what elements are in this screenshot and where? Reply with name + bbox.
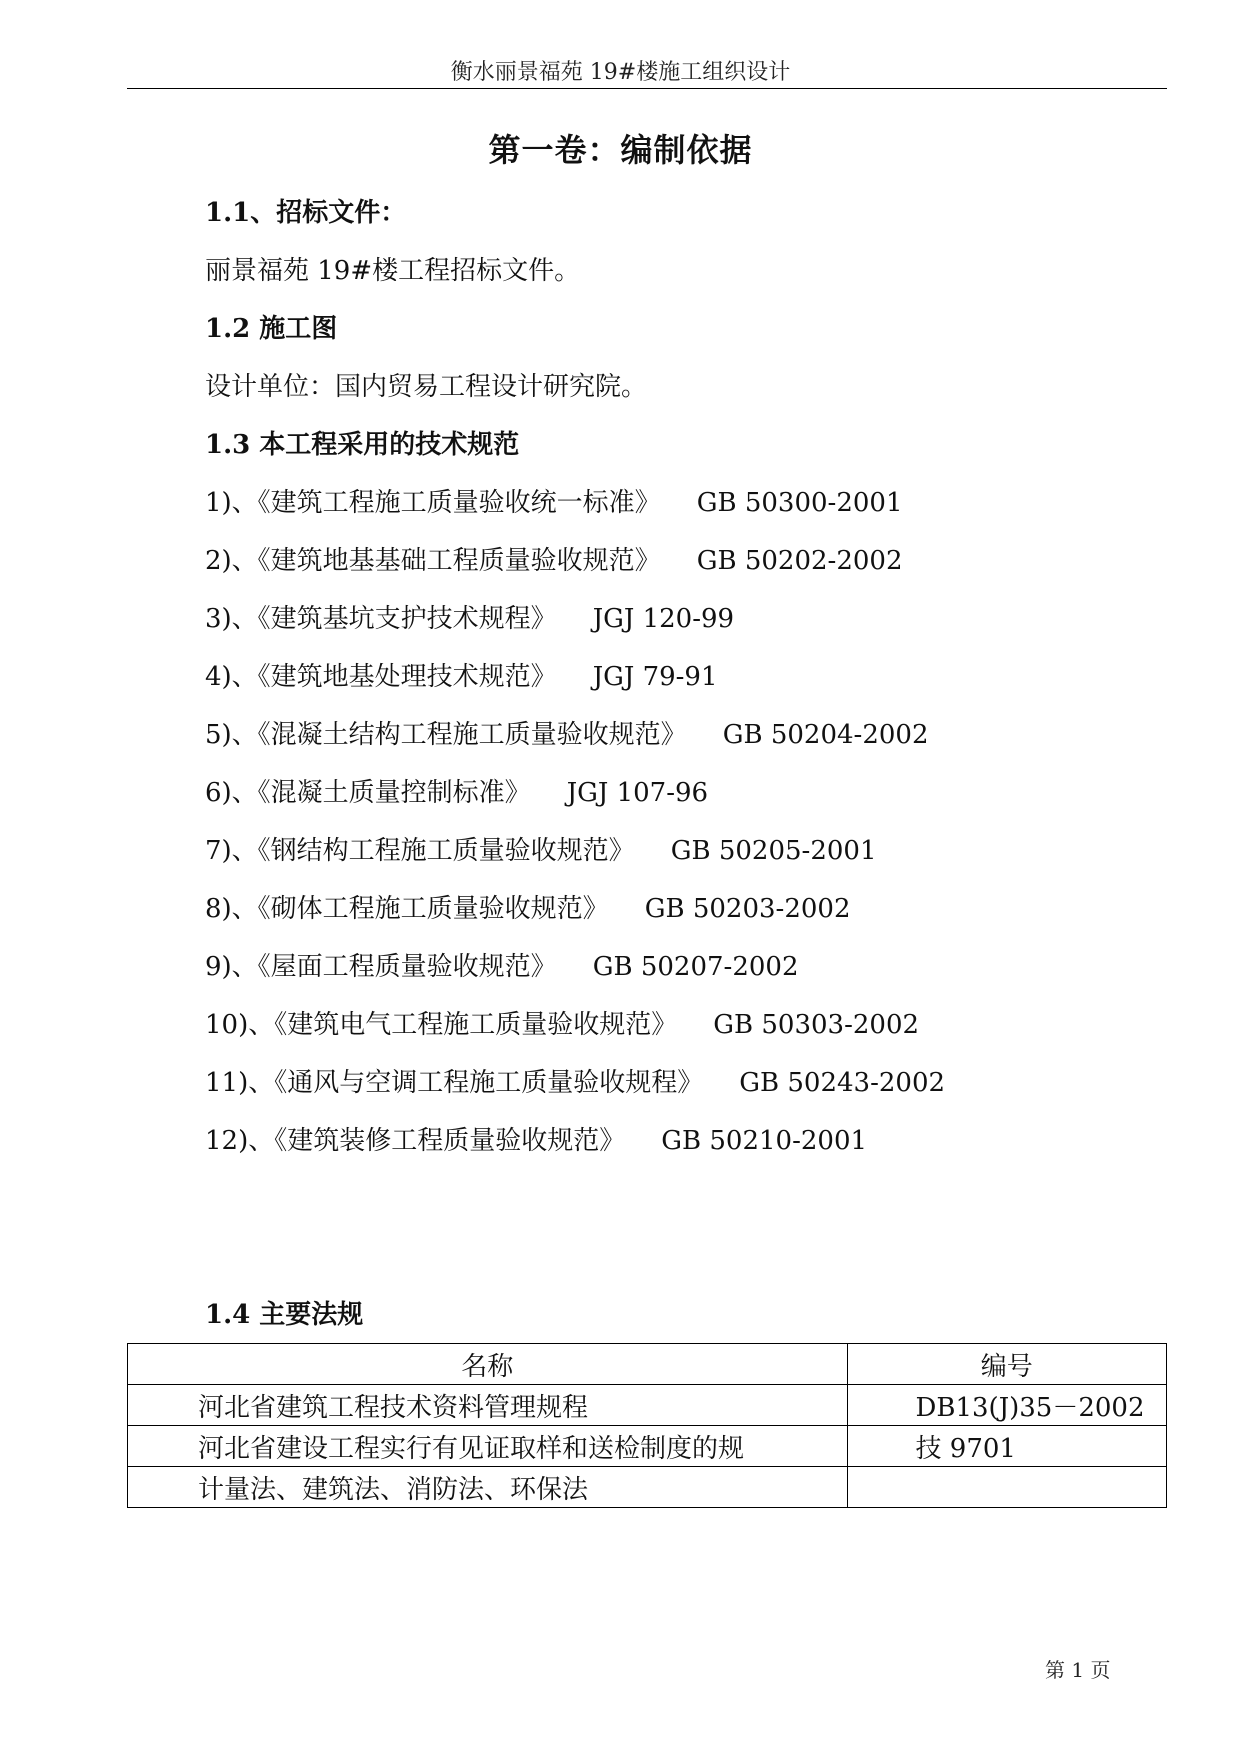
table-row [128,1426,1167,1467]
standard-item [205,888,851,925]
section-1-2-body: 设计单位：国内贸易工程设计研究院。 [205,372,648,402]
column-header-code: 编号 [847,1344,1166,1385]
standard-item [205,656,718,693]
standard-code: GB 50207-2002 [592,952,799,982]
table-row [128,1467,1167,1508]
standard-title: 11)、《通风与空调工程施工质量验收规程》 [205,1068,704,1098]
standard-item [205,1120,867,1157]
standard-item [205,540,903,577]
standard-title: 4)、《建筑地基处理技术规范》 [205,662,557,692]
section-1-2-heading: 1.2 施工图 [205,314,338,344]
standard-title: 9)、《屋面工程质量验收规范》 [205,952,557,982]
standard-item [205,1004,919,1041]
standard-item [205,482,903,519]
regulation-code: 技 9701 [847,1426,1166,1467]
standard-title: 5)、《混凝土结构工程施工质量验收规范》 [205,720,687,750]
section-1-4-heading: 1.4 主要法规 [205,1300,364,1330]
standard-title: 12)、《建筑装修工程质量验收规范》 [205,1126,626,1156]
standard-code: JGJ 79-91 [592,662,718,692]
standard-code: GB 50210-2001 [661,1126,868,1156]
document-title: 第一卷：编制依据 [488,131,753,169]
standard-item [205,946,799,983]
standard-code: JGJ 120-99 [592,604,735,634]
standard-title: 1)、《建筑工程施工质量验收统一标准》 [205,488,661,518]
page-header: 衡水丽景福苑 19#楼施工组织设计 [450,60,791,85]
section-1-1-heading: 1.1、招标文件： [205,198,407,228]
section-1-3-heading: 1.3 本工程采用的技术规范 [205,430,520,460]
standard-item [205,772,708,809]
standard-code: GB 50303-2002 [713,1010,920,1040]
column-header-name: 名称 [128,1344,848,1385]
standard-code: GB 50243-2002 [739,1068,946,1098]
standard-item [205,714,929,751]
standard-title: 6)、《混凝土质量控制标准》 [205,778,531,808]
regulation-name: 计量法、建筑法、消防法、环保法 [128,1467,848,1508]
standard-code: GB 50203-2002 [644,894,851,924]
standard-item [205,830,877,867]
standard-title: 10)、《建筑电气工程施工质量验收规范》 [205,1010,678,1040]
regulation-code [847,1467,1166,1508]
standard-code: GB 50204-2002 [722,720,929,750]
regulation-name: 河北省建筑工程技术资料管理规程 [128,1385,848,1426]
standard-code: JGJ 107-96 [566,778,709,808]
section-1-1-body: 丽景福苑 19#楼工程招标文件。 [205,256,581,286]
regulations-table [127,1343,1167,1508]
standard-item [205,1062,945,1099]
regulation-code: DB13(J)35－2002 [847,1385,1166,1426]
standard-title: 2)、《建筑地基基础工程质量验收规范》 [205,546,661,576]
standard-item [205,598,734,635]
regulation-name: 河北省建设工程实行有见证取样和送检制度的规 [128,1426,848,1467]
standard-code: GB 50300-2001 [696,488,903,518]
standard-title: 3)、《建筑基坑支护技术规程》 [205,604,557,634]
standard-title: 7)、《钢结构工程施工质量验收规范》 [205,836,635,866]
page-number: 第 1 页 [1045,1658,1111,1682]
header-divider [127,88,1167,89]
table-header-row [128,1344,1167,1385]
standard-code: GB 50205-2001 [670,836,877,866]
standard-title: 8)、《砌体工程施工质量验收规范》 [205,894,609,924]
table-row [128,1385,1167,1426]
standard-code: GB 50202-2002 [696,546,903,576]
